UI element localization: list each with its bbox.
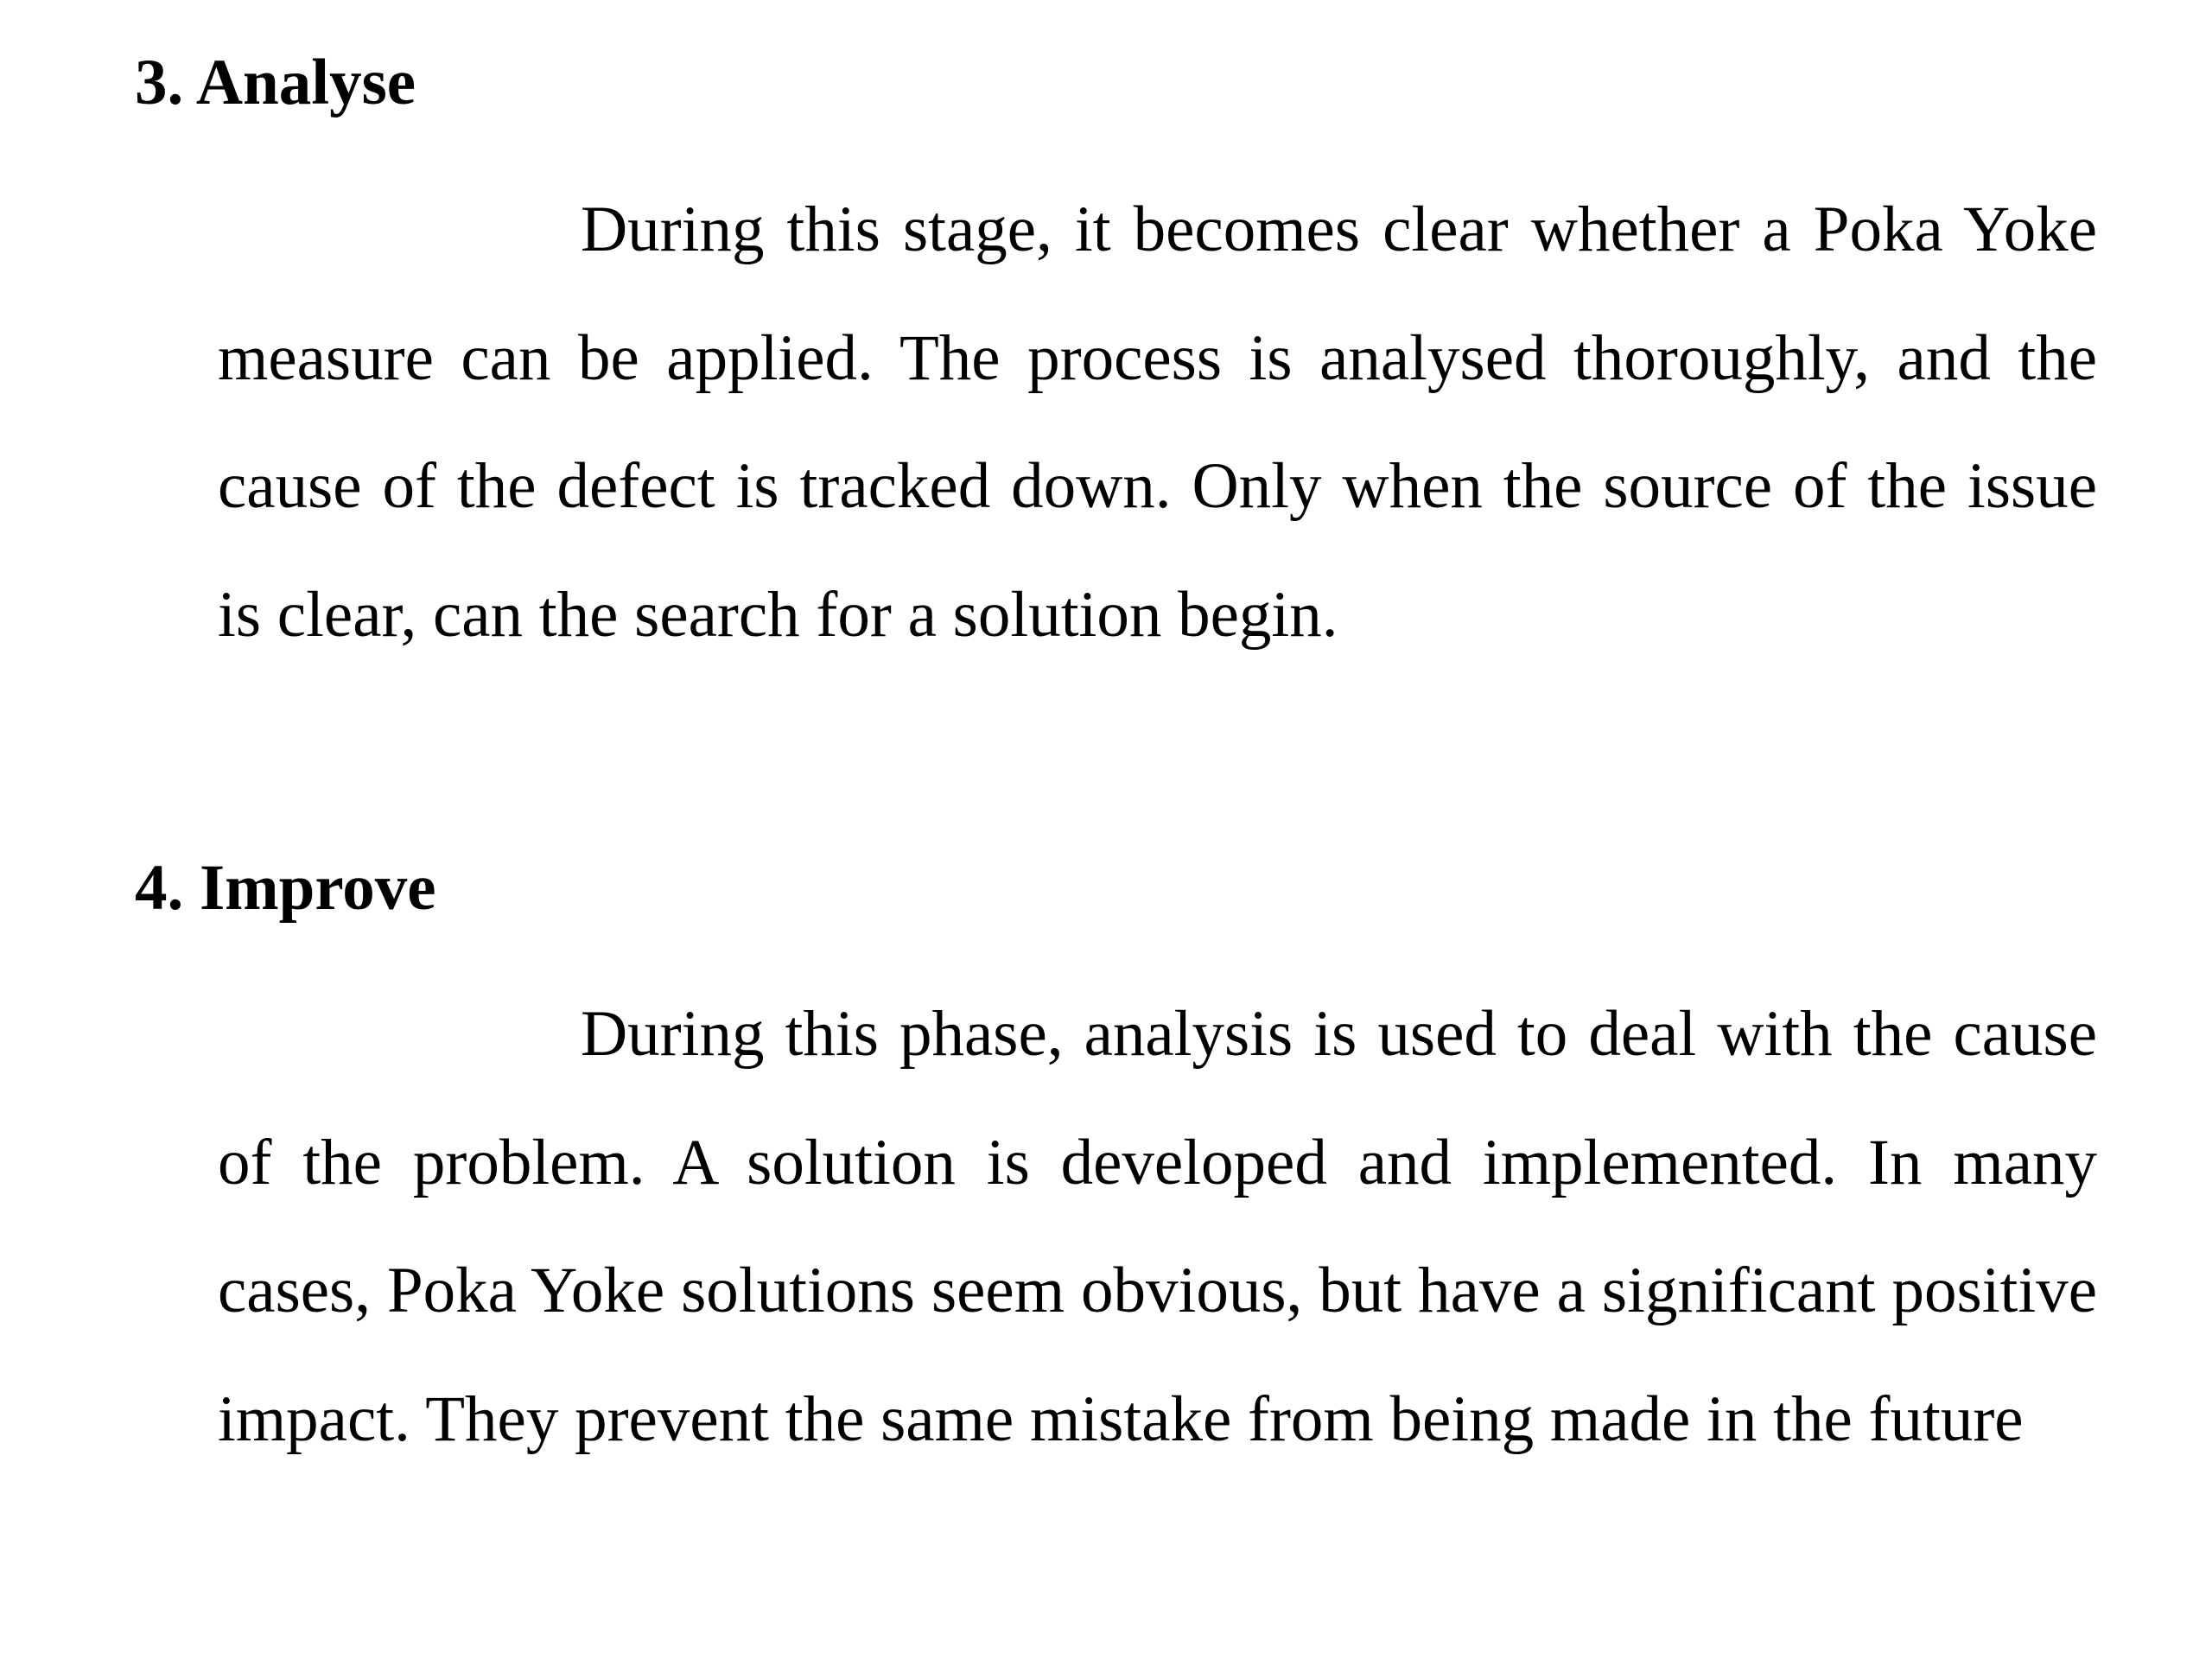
section-heading-analyse: 3. Analyse xyxy=(135,47,416,118)
section-paragraph-improve: During this phase, analysis is used to deal with the cause of the problem. A solution is developed and implemented. In many cases, Poka Yoke solutions seem obvious, but have a significant positive impact. They prevent the same mistake from being made in the future xyxy=(218,998,2097,1455)
section-heading-improve: 4. Improve xyxy=(135,852,436,924)
section-paragraph-analyse: During this stage, it becomes clear whether a Poka Yoke measure can be applied. The process is analysed thoroughly, and the cause of the defect is tracked down. Only when the source of the issue is clear, can the search for a solution begin. xyxy=(218,194,2097,651)
